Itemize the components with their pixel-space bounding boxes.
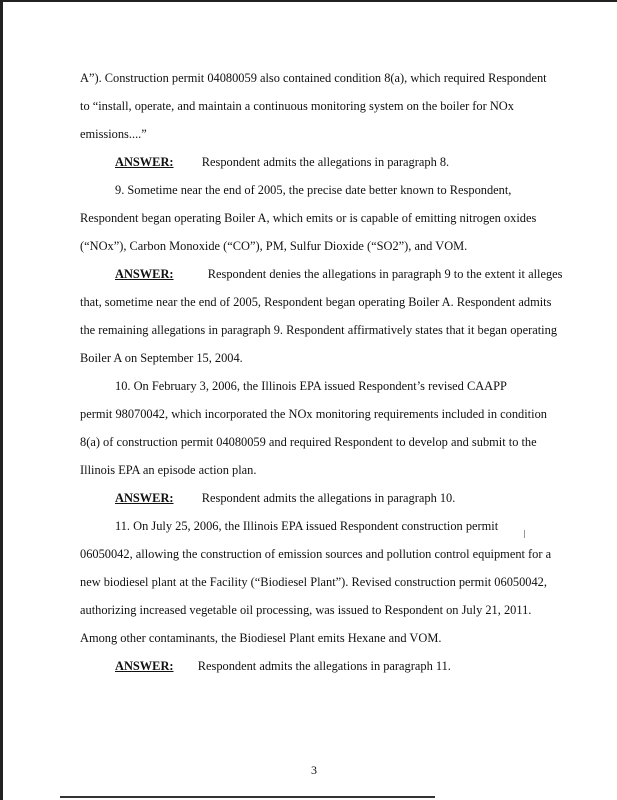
answer-text: Respondent admits the allegations in paragraph 10. xyxy=(201,491,456,505)
text-line: Illinois EPA an episode action plan. xyxy=(80,463,257,477)
text-line: 06050042, allowing the construction of emission sources and pollution control equipment for a xyxy=(80,547,552,561)
answer-paragraph-9 xyxy=(115,267,563,281)
answer-paragraph-8 xyxy=(115,155,449,169)
answer-text: Respondent denies the allegations in paragraph 9 to the extent it alleges xyxy=(207,267,563,281)
answer-label: ANSWER: xyxy=(115,267,174,281)
text-line: (“NOx”), Carbon Monoxide (“CO”), PM, Sulfur Dioxide (“SO2”), and VOM. xyxy=(80,239,468,253)
answer-text: Respondent admits the allegations in paragraph 11. xyxy=(197,659,451,673)
scan-mark xyxy=(524,530,525,538)
text-line: new biodiesel plant at the Facility (“Biodiesel Plant”). Revised construction permit 06050042, xyxy=(80,575,547,589)
text-line: A”). Construction permit 04080059 also contained condition 8(a), which required Respondent xyxy=(80,71,547,85)
text-line: to “install, operate, and maintain a continuous monitoring system on the boiler for NOx xyxy=(80,99,514,113)
page-number: 3 xyxy=(311,763,317,777)
answer-label: ANSWER: xyxy=(115,155,174,169)
page-edge-left xyxy=(0,0,3,800)
answer-label: ANSWER: xyxy=(115,659,174,673)
text-line: 9. Sometime near the end of 2005, the precise date better known to Respondent, xyxy=(115,183,512,197)
text-line: the remaining allegations in paragraph 9. Respondent affirmatively states that it began operating xyxy=(80,323,558,337)
text-line: 10. On February 3, 2006, the Illinois EPA issued Respondent’s revised CAAPP xyxy=(115,379,507,393)
text-line: permit 98070042, which incorporated the NOx monitoring requirements included in condition xyxy=(80,407,547,421)
text-line: that, sometime near the end of 2005, Respondent began operating Boiler A. Respondent admits xyxy=(80,295,552,309)
text-line: 11. On July 25, 2006, the Illinois EPA issued Respondent construction permit xyxy=(115,519,499,533)
answer-label: ANSWER: xyxy=(115,491,174,505)
text-line: Among other contaminants, the Biodiesel Plant emits Hexane and VOM. xyxy=(80,631,442,645)
text-line: Boiler A on September 15, 2004. xyxy=(80,351,243,365)
text-line: authorizing increased vegetable oil processing, was issued to Respondent on July 21, 2011. xyxy=(80,603,532,617)
answer-paragraph-10 xyxy=(115,491,455,505)
page-edge-bottom xyxy=(60,796,435,798)
answer-text: Respondent admits the allegations in paragraph 8. xyxy=(201,155,450,169)
text-line: emissions....” xyxy=(80,127,147,141)
text-line: Respondent began operating Boiler A, which emits or is capable of emitting nitrogen oxides xyxy=(80,211,537,225)
answer-paragraph-11 xyxy=(115,659,451,673)
text-line: 8(a) of construction permit 04080059 and required Respondent to develop and submit to the xyxy=(80,435,537,449)
page-edge-top xyxy=(0,0,617,2)
